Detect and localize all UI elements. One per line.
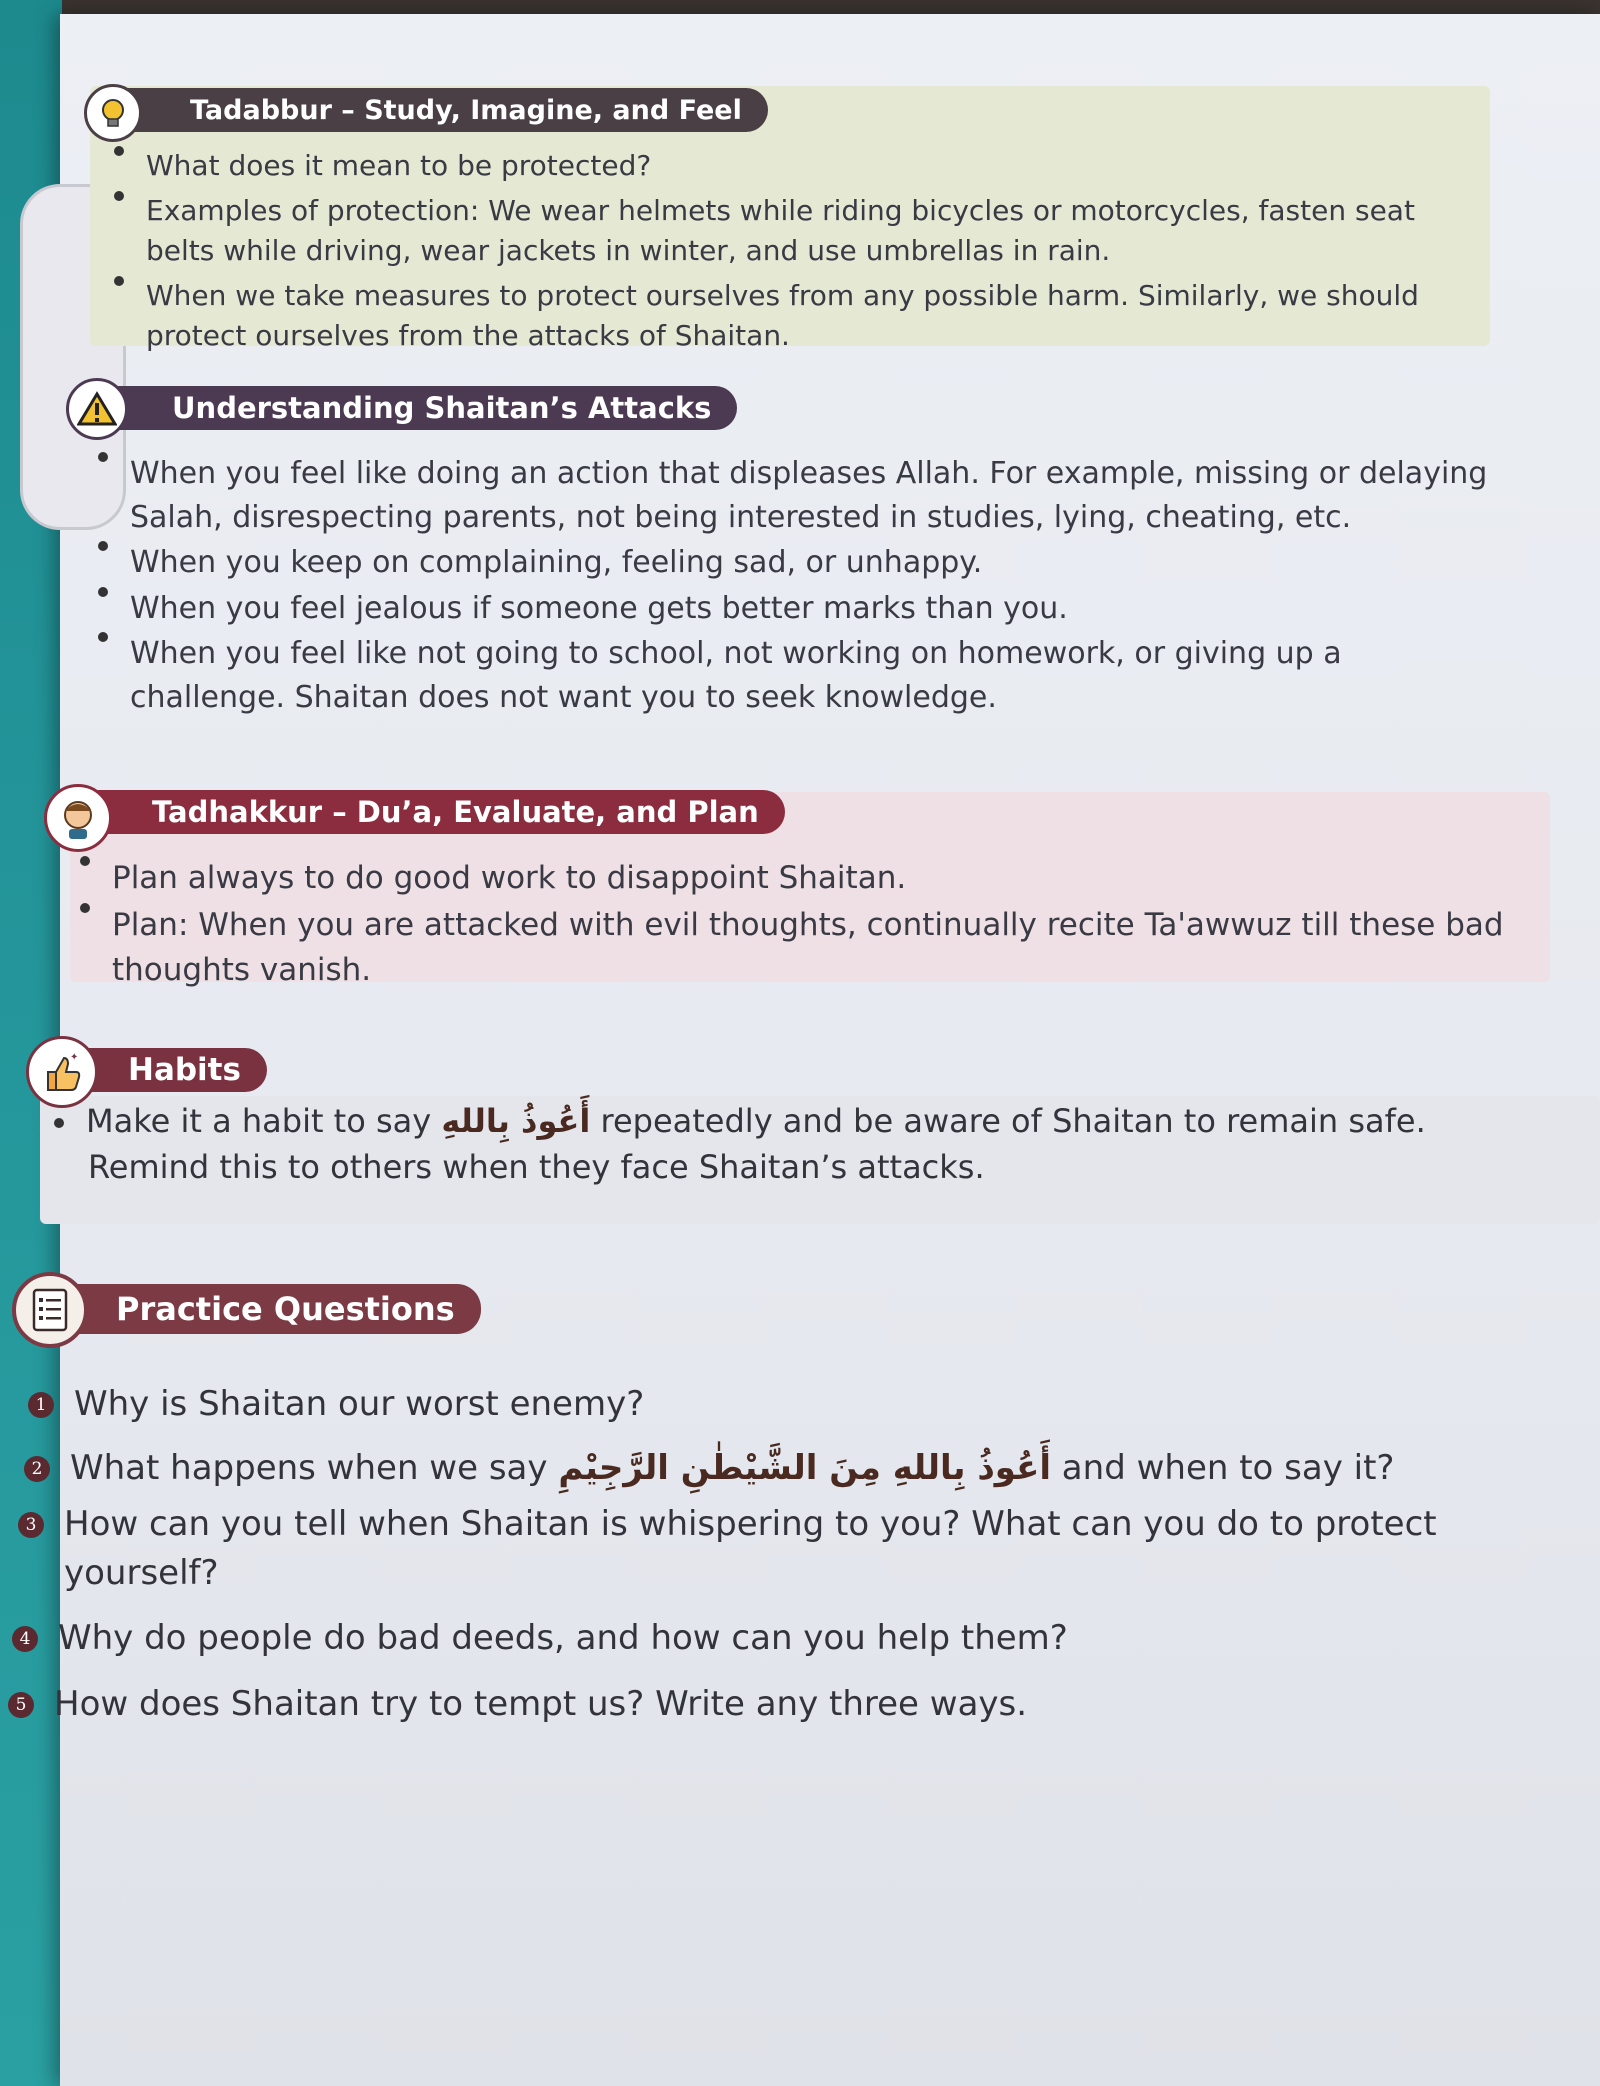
- habits-text-after: repeatedly and be aware of Shaitan to remain safe. Remind this to others when they face Shaitan’s attacks.: [88, 1102, 1426, 1187]
- attacks-banner: [100, 386, 737, 430]
- habits-title: Habits: [128, 1052, 241, 1088]
- checklist-icon: [12, 1272, 88, 1348]
- question-4: [12, 1614, 1552, 1663]
- question-text: Why do people do bad deeds, and how can you help them?: [58, 1618, 1068, 1658]
- question-number: 3: [18, 1512, 44, 1538]
- tadabbur-banner: [118, 88, 768, 132]
- list-item: When you keep on complaining, feeling sad, or unhappy.: [96, 541, 1506, 585]
- list-item: Examples of protection: We wear helmets while riding bicycles or motorcycles, fasten seat belts while driving, wear jackets in winter, and use umbrellas in rain.: [112, 191, 1472, 272]
- question-text-before: What happens when we say: [70, 1448, 559, 1488]
- practice-banner: [54, 1284, 481, 1334]
- list-item: Plan always to do good work to disappoint Shaitan.: [78, 856, 1538, 901]
- tadhakkur-title: Tadhakkur – Du’a, Evaluate, and Plan: [152, 795, 759, 829]
- habits-text: [88, 1098, 1518, 1191]
- tadhakkur-banner: [80, 790, 785, 834]
- arabic-phrase: أَعُوذُ بِاللهِ: [441, 1102, 591, 1140]
- question-text: How does Shaitan try to tempt us? Write any three ways.: [54, 1684, 1028, 1724]
- question-number: 2: [24, 1456, 50, 1482]
- tadabbur-title: Tadabbur – Study, Imagine, and Feel: [190, 94, 742, 126]
- tadhakkur-bullets: [78, 856, 1538, 993]
- warning-icon: [66, 378, 128, 440]
- list-item: When you feel like not going to school, not working on homework, or giving up a challenge. Shaitan does not want you to seek knowledge.: [96, 632, 1506, 719]
- list-item: When we take measures to protect ourselves from any possible harm. Similarly, we should protect ourselves from the attacks of Shaitan.: [112, 276, 1472, 357]
- practice-title: Practice Questions: [116, 1290, 455, 1328]
- question-2: [24, 1444, 1564, 1493]
- question-5: [8, 1680, 1548, 1729]
- svg-text:✦: ✦: [70, 1052, 79, 1063]
- habits-text-before: Make it a habit to say: [86, 1102, 442, 1140]
- list-item: Plan: When you are attacked with evil thoughts, continually recite Ta'awwuz till these bad thoughts vanish.: [78, 903, 1538, 993]
- question-number: 5: [8, 1692, 34, 1718]
- question-number: 4: [12, 1626, 38, 1652]
- question-text: Why is Shaitan our worst enemy?: [74, 1384, 645, 1424]
- arabic-phrase: أَعُوذُ بِاللهِ مِنَ الشَّيْطٰنِ الرَّجِيْمِ: [558, 1448, 1051, 1488]
- tadabbur-bullets: [112, 146, 1472, 357]
- list-item: What does it mean to be protected?: [112, 146, 1472, 187]
- lightbulb-icon: [84, 84, 142, 142]
- question-text: How can you tell when Shaitan is whispering to you? What can you do to protect yourself?: [64, 1504, 1437, 1594]
- attacks-bullets: [96, 452, 1506, 719]
- attacks-title: Understanding Shaitan’s Attacks: [172, 391, 712, 425]
- question-3: [18, 1500, 1538, 1599]
- question-text-after: and when to say it?: [1051, 1448, 1395, 1488]
- question-number: 1: [28, 1392, 54, 1418]
- question-1: [28, 1380, 1568, 1429]
- thinking-child-icon: [44, 784, 112, 852]
- list-item: When you feel jealous if someone gets better marks than you.: [96, 587, 1506, 631]
- list-item: When you feel like doing an action that displeases Allah. For example, missing or delaying Salah, disrespecting parents, not being interested in studies, lying, cheating, etc.: [96, 452, 1506, 539]
